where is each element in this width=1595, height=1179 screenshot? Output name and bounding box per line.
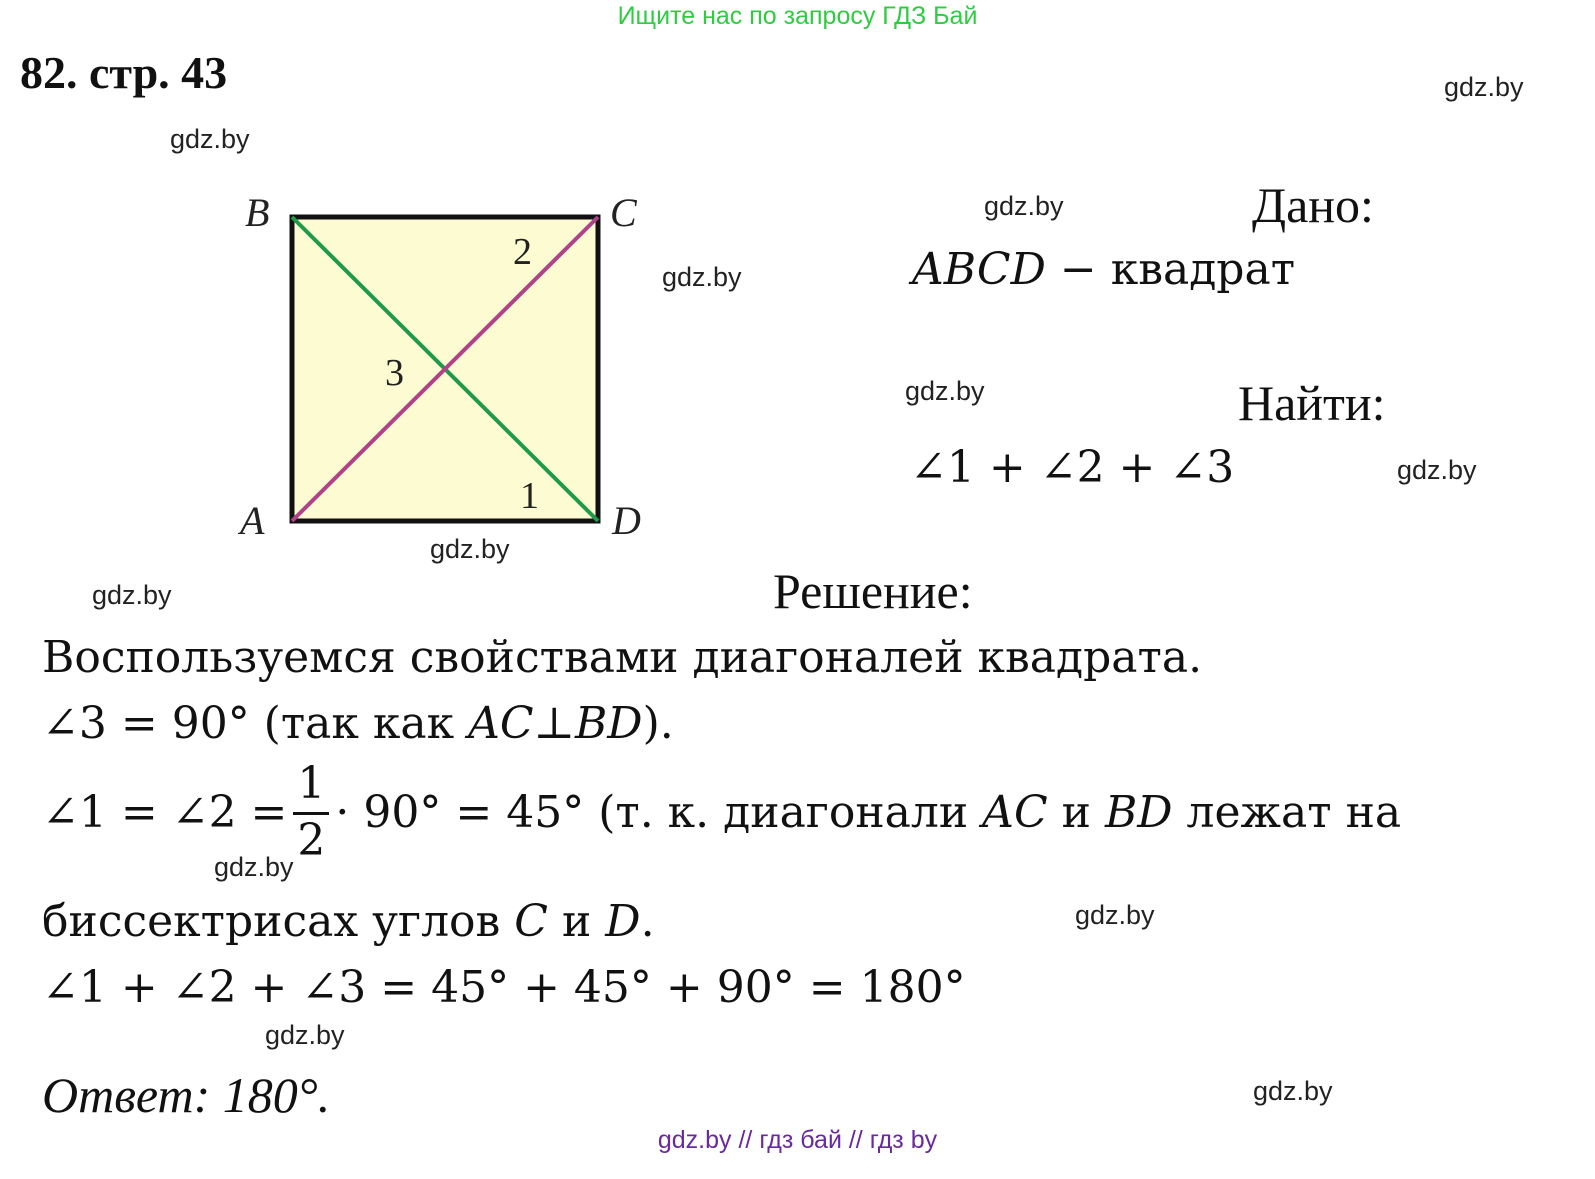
given-statement bbox=[912, 244, 1295, 295]
watermark: gdz.by bbox=[1397, 455, 1477, 485]
angle-label-3: 3 bbox=[385, 352, 404, 394]
find-expression: ∠1 + ∠2 + ∠3 bbox=[910, 442, 1235, 493]
vertex-label-b: B bbox=[245, 190, 270, 235]
solution-line-4 bbox=[42, 896, 655, 947]
answer-line: Ответ: 180°. bbox=[42, 1067, 331, 1123]
line3-start: ∠1 = ∠2 = bbox=[42, 787, 288, 838]
line4-start: биссектрисах углов bbox=[42, 896, 515, 947]
watermark: gdz.by bbox=[662, 262, 742, 292]
line4-c: C bbox=[514, 896, 548, 947]
watermark: gdz.by bbox=[92, 580, 172, 610]
solution-line-3 bbox=[42, 758, 1402, 866]
line2-perp: ⊥ bbox=[533, 698, 575, 749]
watermark: gdz.by bbox=[1444, 72, 1524, 102]
watermark: gdz.by bbox=[430, 534, 510, 564]
vertex-label-a: A bbox=[240, 498, 265, 543]
line4-d: D bbox=[605, 896, 641, 947]
watermark: gdz.by bbox=[905, 376, 985, 406]
solution-line-5: ∠1 + ∠2 + ∠3 = 45° + 45° + 90° = 180° bbox=[42, 962, 966, 1013]
line3-bd: BD bbox=[1104, 787, 1173, 838]
given-abcd: ABCD bbox=[912, 244, 1046, 295]
vertex-label-c: C bbox=[610, 190, 637, 235]
line3-mid: · 90° = 45° (т. к. диагонали bbox=[335, 787, 983, 838]
solution-line-1: Воспользуемся свойствами диагоналей квадрата. bbox=[42, 632, 1203, 683]
watermark: gdz.by bbox=[984, 191, 1064, 221]
watermark: gdz.by bbox=[1075, 900, 1155, 930]
square-figure bbox=[230, 180, 670, 550]
watermark: gdz.by bbox=[170, 124, 250, 154]
line3-end: лежат на bbox=[1172, 787, 1402, 838]
line3-ac: AC bbox=[982, 787, 1048, 838]
angle-label-2: 2 bbox=[513, 231, 532, 273]
find-heading: Найти: bbox=[1238, 375, 1386, 431]
vertex-label-d: D bbox=[612, 498, 641, 543]
given-rest: − квадрат bbox=[1045, 244, 1296, 295]
line2-bd: BD bbox=[574, 698, 643, 749]
fraction-one-half bbox=[293, 758, 329, 866]
angle-label-1: 1 bbox=[520, 475, 539, 517]
fraction-denominator: 2 bbox=[297, 815, 326, 866]
footer-links: gdz.by // гдз бай // гдз by bbox=[657, 1126, 938, 1154]
watermark: gdz.by bbox=[1253, 1076, 1333, 1106]
line2-start: ∠3 = 90° (так как bbox=[42, 698, 469, 749]
watermark: gdz.by bbox=[265, 1020, 345, 1050]
top-banner: Ищите нас по запросу ГДЗ Бай bbox=[617, 2, 978, 30]
line3-and: и bbox=[1047, 787, 1105, 838]
solution-line-2 bbox=[42, 698, 674, 749]
solution-heading: Решение: bbox=[773, 563, 973, 619]
fraction-numerator: 1 bbox=[293, 762, 329, 815]
line4-end: . bbox=[640, 896, 655, 947]
watermark: gdz.by bbox=[214, 852, 294, 882]
exercise-title: 82. стр. 43 bbox=[20, 47, 228, 98]
given-heading: Дано: bbox=[1252, 177, 1374, 233]
line4-and: и bbox=[547, 896, 606, 947]
line2-ac: AC bbox=[468, 698, 534, 749]
line2-end: ). bbox=[642, 698, 674, 749]
